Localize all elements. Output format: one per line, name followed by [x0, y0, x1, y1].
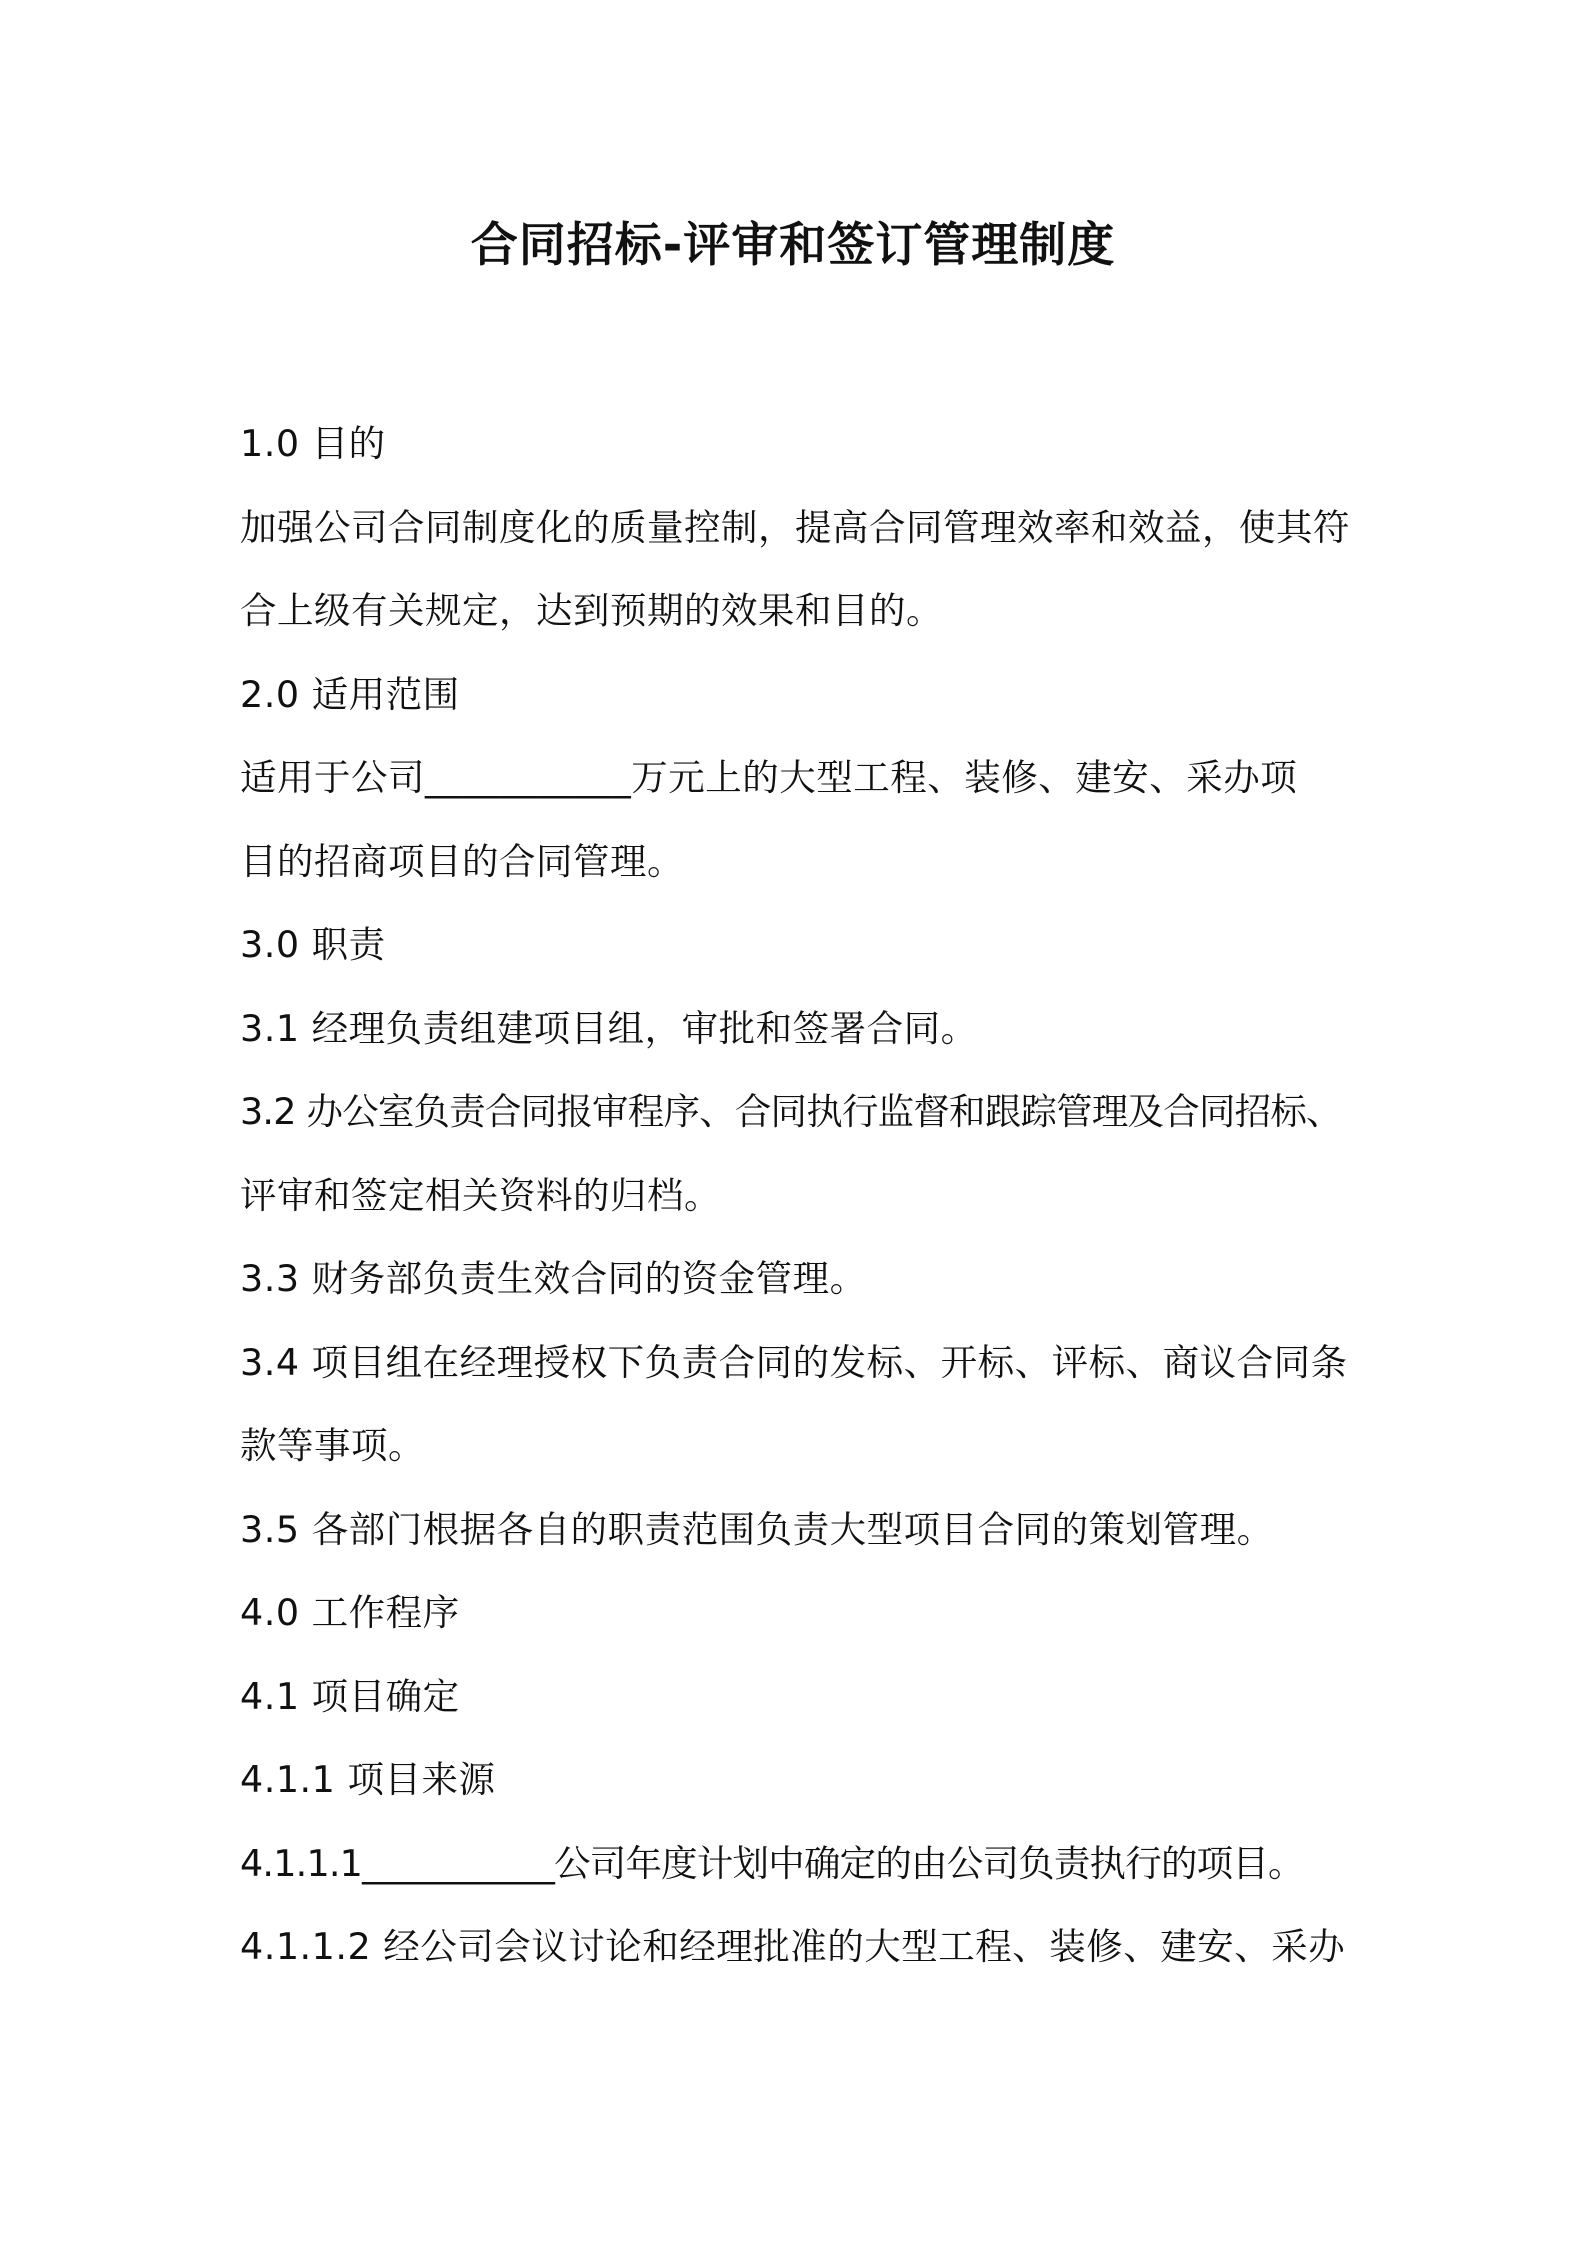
paragraph-line: 目的招商项目的合同管理。 — [240, 839, 684, 883]
clause-line: 3.2 办公室负责合同报审程序、合同执行监督和跟踪管理及合同招标、 — [240, 1090, 1342, 1133]
clause-line: 款等事项。 — [240, 1424, 425, 1467]
paragraph-line: 加强公司合同制度化的质量控制，提高合同管理效率和效益，使其符 — [240, 505, 1350, 549]
paragraph-line: 适用于公司___________万元上的大型工程、装修、建安、采办项 — [240, 756, 1298, 799]
clause-line: 3.3 财务部负责生效合同的资金管理。 — [240, 1257, 867, 1300]
paragraph-line: 合上级有关规定，达到预期的效果和目的。 — [240, 589, 943, 632]
subsection-heading: 4.1 项目确定 — [240, 1674, 460, 1718]
document-title: 合同招标-评审和签订管理制度 — [470, 218, 1116, 273]
clause-line: 4.1.1.2 经公司会议讨论和经理批准的大型工程、装修、建安、采办 — [240, 1925, 1346, 1968]
clause-line: 评审和签定相关资料的归档。 — [240, 1173, 721, 1217]
document-body — [240, 402, 1370, 1989]
section-heading-procedure: 4.0 工作程序 — [240, 1591, 460, 1634]
section-heading-scope: 2.0 适用范围 — [240, 672, 460, 716]
section-heading-responsibilities: 3.0 职责 — [240, 923, 386, 966]
clause-line: 3.4 项目组在经理授权下负责合同的发标、开标、评标、商议合同条 — [240, 1340, 1348, 1384]
clause-line: 3.5 各部门根据各自的职责范围负责大型项目合同的策划管理。 — [240, 1507, 1274, 1551]
section-heading-purpose: 1.0 目的 — [240, 422, 386, 465]
clause-line: 4.1.1.1___________公司年度计划中确定的由公司负责执行的项目。 — [240, 1841, 1304, 1885]
subsection-heading: 4.1.1 项目来源 — [240, 1758, 496, 1801]
clause-line: 3.1 经理负责组建项目组，审批和签署合同。 — [240, 1006, 978, 1050]
